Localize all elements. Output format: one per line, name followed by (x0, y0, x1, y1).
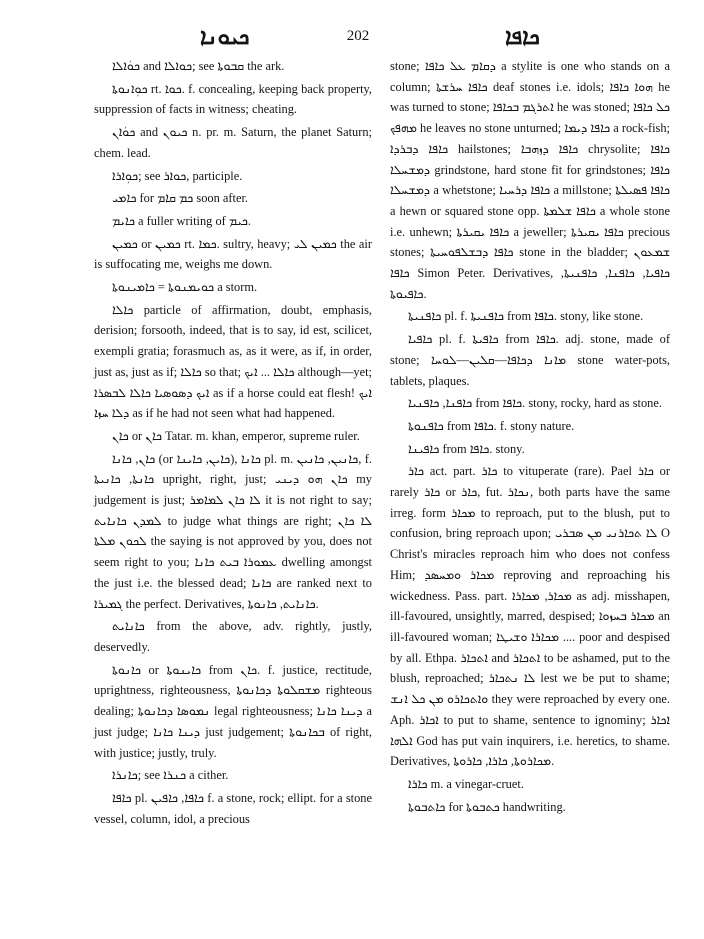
page-number: 202 (346, 28, 370, 44)
dictionary-entry: ܟܘܿܐܢ and ܟܝܘܢ n. pr. m. Saturn, the planet Saturn; chem. lead. (94, 125, 372, 160)
dictionary-entry: ܟܐܢܐܝܬ from the above, adv. rightly, justly, deservedly. (94, 619, 372, 654)
dictionary-entry: ܟܐܪܐ m. a vinegar-cruet. (408, 776, 524, 791)
dictionary-entry: ܟܐܢܘܬܐ or ܟܐܝܢܘܬܐ from ܟܐܢ. f. justice, rectitude, uprightness, righteousness, ܡܫܩܠܘܬܐ ܕܟܐܢܘܬܐ righteous dealing; ܢܡܘܣܐ ܕܟܐܢܘܬܐ legal righteousness; ܕܝܢܐ ܟܐܢܐ a just judge; ܕܝܢܐ ܟܐܢܐ just judgement; ܒܟܐܢܘܬܐ of right, with justice; justly, truly. (94, 662, 372, 760)
dictionary-entry: ܟܘܿܐܠܐ and ܟܘܐܠܐ; see ܩܒܘܬܐ the ark. (112, 59, 285, 73)
dictionary-entry: ܟܐܠܐ particle of affirmation, doubt, emphasis, derision; forsooth, indeed, that is to say, id est, scilicet, exempli gratia; forasmuch as, as it were, as if, in order, just as, just as if; ܟܐܠܐ so that; ܟܐܠܐ ... ܐܝܟ although—yet; ܐܝܟ ܕܣܘܣܝܐ ܟܐܠܐ ܠܒܣܪܐ as if a horse could eat flesh! ܐܝܟ ܕܠܐ ܚܙܐ as if he had not seen what had happened. (94, 302, 372, 421)
running-head-left: ܟܝܘܢܐ (200, 24, 250, 49)
right-column (390, 56, 670, 819)
dictionary-entry: ܟܐܦܢܝܬܐ pl. f. ܟܐܦܢܝܬܐ from ܟܐܦܐ. stony, like stone. (408, 309, 644, 324)
running-head-right: ܟܐܦܐ (505, 24, 540, 49)
dictionary-entry: ܟܐܦܐ pl. ܟܐܦܐ, ܟܐܦܝܢ f. a stone, rock; ellipt. for a stone vessel, column, idol, a precious (94, 790, 372, 826)
dictionary-entry: ܟܐܢ or ܟܐܢ Tatar. m. khan, emperor, supreme ruler. (112, 428, 360, 443)
dictionary-entry: ܟܐܝܡ a fuller writing of ܟܝܡ. (112, 213, 252, 228)
dictionary-entry: ܟܘܼܐܪܐ; see ܟܘܐܪ, participle. (112, 168, 243, 183)
dictionary-entry: stone; ܕܩܐܡ ܥܠ ܟܐܦܐ a stylite is one who stands on a column; ܟܐܦܐ ܚܪܫܬܐ deaf stones i.e. idols; ܗܘܐ ܟܐܦܐ he was turned to stone; ܐܬܪܓܡ ܒܟܐܦܐ he was stoned; ܟܠ ܟܐܦܐ ܡܗܦܟ he leaves no stone unturned; ܟܐܦܐ ܕܝܡܐ a rock-fish; ܟܐܦܐ ܕܒܪܕܐ hailstones; ܟܐܦܐ ܕܙܗܒܐ chrysolite; ܟܐܦܐ ܕܡܫܚܠܐ grindstone, hard stone fit for grindstones; ܟܐܦܐ ܕܡܫܚܠܐ a whetstone; ܟܐܦܐ ܕܪܚܝܐ a millstone; ܟܐܦܐ ܦܣܝܠܬܐ a hewn or squared stone opp. ܟܐܦܐ ܫܠܡܬܐ a whole stone i.e. unhewn; ܟܐܦܐ ܝܩܝܪܬܐ a jeweller; ܟܐܦܐ ܝܩܝܪܬܐ precious stones; ܟܐܦܐ ܕܒܫܠܦܘܚܝܬܐ stone in the bladder; ܫܡܥܘܢ ܟܐܦܐ Simon Peter. Derivatives, ܟܐܦܝܐ, ܟܐܦܢܐ, ܟܐܦܢܝܬܐ, ܟܐܦܝܘܬܐ. (390, 59, 671, 301)
dictionary-entry: ܟܐܦܢܘܬܐ from ܟܐܦܐ. f. stony nature. (408, 418, 575, 433)
dictionary-entry: ܟܐܬܒܘܬܐ for ܟܬܒܘܬܐ handwriting. (408, 799, 566, 814)
dictionary-entry: ܟܐܦܢܐ, ܟܐܦܢܝܐ from ܟܐܦܐ. stony, rocky, hard as stone. (408, 396, 662, 411)
dictionary-entry: ܟܐܢ, ܟܐܢܐ (or ܟܐܝܢ, ܟܐܝܢܐ), ܟܐܢܐ pl. m. ܟܐܢܝܢ, ܟܐܢܝܢ, f. ܟܐܢܬܐ, ܟܐܢܝܬܐ upright, right, just; ܟܐܢ ܗܘ ܕܝܢܝ my judgement is just; ܠܐ ܟܐܢ ܠܡܐܡܪ it is not right to say; ܠܡܕܢ ܟܐܢܐܝܬ to judge what things are right; ܠܐ ܟܐܢ ܠܟܘܢ ܡܠܬܐ the saying is not approved by you, does not seem right to you; ܥܡܘܪܐ ܒܝܬ ܟܐܢܐ dwelling amongst the just i.e. the blessed dead; ܟܐܢܐ are ranked next to ܓܡܝܪܐ the perfect. Derivatives, ܟܐܢܐܝܬ, ܟܐܢܘܬܐ. (94, 451, 373, 611)
dictionary-entry: ܟܐܢܪܐ; see ܟܢܪܐ a cither. (112, 768, 229, 783)
dictionary-entry: ܟܐܪ act. part. ܟܐܪ to vituperate (rare). Pael ܟܐܪ or rarely ܟܐܪ or ܟܐܪ, fut. ܢܟܐܪ, both parts have the same irreg. form ܡܟܐܪ to reproach, put to the blush, put to confusion, bring reproach upon; ܠܐ ܬܟܐܪܢܝ ܡܢ ܣܒܪܝ O Christ's miracles reproach him who does not confess Him; ܡܟܐܪ ܘܡܚܣܕ reproving and reproaching his wickedness. Pass. part. ܡܟܐܪ, ܡܟܐܪܐ as adj. misshapen, ill-favoured, unsightly, marred, despised; ܡܟܐܪ ܒܚܙܘܐ an ill-favoured woman; ܡܟܐܪܐ ܘܫܝܛܐ .... poor and despised by all. Ethpa. ܐܬܟܐܪ and ܐܬܟܐܪ to be ashamed, put to the blush, reproached; ܠܐ ܢܬܟܐܪ lest we be put to shame; ܘܐܬܟܐܪܘ ܡܢ ܟܠ ܐܢܫ they were reproached by every one. Aph. ܐܟܐܪ to put to shame, sentence to ignominy; ܐܟܐܪ ܐܠܗܐ God has put vain inquirers, i.e. heretics, to shame. Derivatives, ܡܟܐܪܘܬܐ, ܟܐܪܐ, ܟܐܪܘܬܐ. (390, 464, 671, 769)
dictionary-entry: ܟܐܦܝܢܐ from ܟܐܦܐ. stony. (408, 441, 525, 456)
dictionary-entry: ܟܘܼܐܢܘܬܐ rt. ܟܘܐ. f. concealing, keeping back property, suppression of facts in witness; cheating. (94, 81, 372, 117)
dictionary-entry: ܟܐܡܝ for ܟܡ ܩܐܡ soon after. (112, 191, 248, 206)
page-header (0, 22, 704, 52)
dictionary-entry: ܟܐܦܝܐ pl. f. ܟܐܦܝܬܐ from ܟܐܦܐ. adj. stone, made of stone; ܡܐܢܐ ܕܟܐܦܐ—ܩܠܝܢ—ܠܘܚܐ stone water-pots, tablets, plaques. (390, 332, 670, 388)
dictionary-entry: ܟܘܝܡܢܘܬܐ = ܟܐܡܝܢܘܬܐ a storm. (112, 280, 258, 295)
left-column (94, 56, 372, 831)
dictionary-entry: ܟܡܝܢ or ܟܡܝܢ rt. ܟܡܐ. sultry, heavy; ܟܡܝܢ ܠܝ the air is suffocating me, weighs me down. (94, 236, 372, 272)
